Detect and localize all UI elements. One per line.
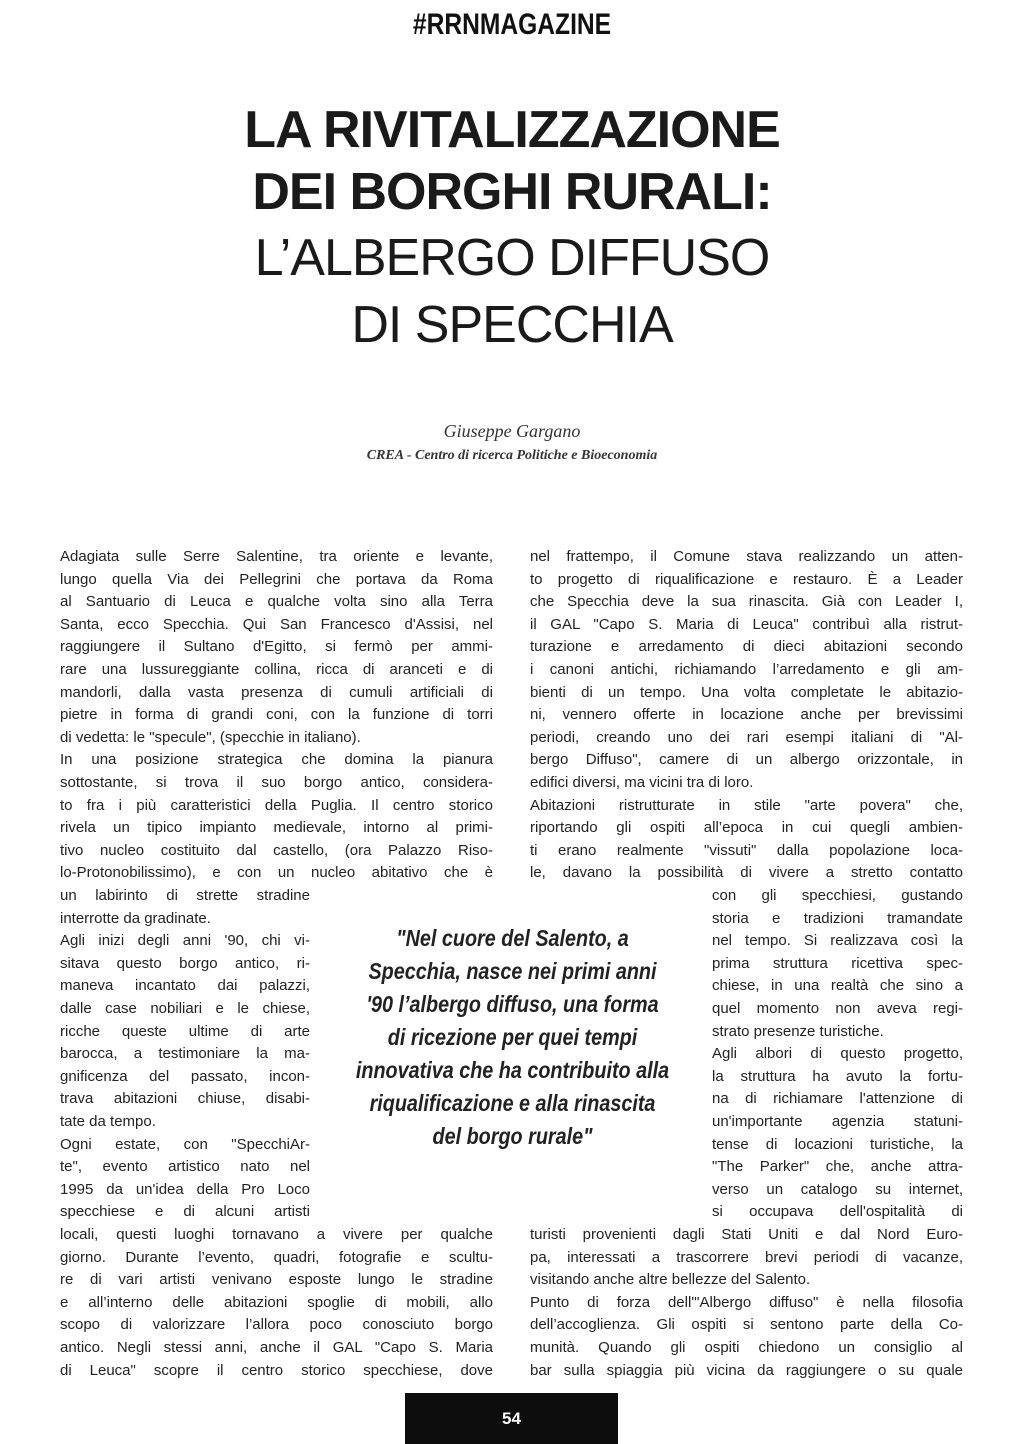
body-text-line: verso un catalogo su internet, (712, 1180, 963, 1198)
body-text-line: tivo nucleo costituito dal castello, (ora Palazzo Riso- (60, 841, 493, 859)
body-text-line: mandorli, dalla vasta presenza di cumuli artificiali di (60, 683, 493, 701)
body-text-line: al Santuario di Leuca e qualche volta sino alla Terra (60, 593, 493, 611)
body-text-line: visitando anche altre bellezze del Salento. (530, 1271, 811, 1289)
pull-quote-line: riqualificazione e alla rinascita (369, 1090, 656, 1116)
body-text-line: specchiese e di alcuni artisti (60, 1203, 310, 1221)
body-text-line: rivela un tipico impianto medievale, intorno al primi- (60, 819, 493, 837)
body-text-line: raggiungere il Sultano d'Egitto, si fermò per ammi- (60, 638, 493, 656)
body-text-line: nel tempo. Si realizzava così la (712, 932, 963, 950)
body-text-line: tate da tempo. (60, 1112, 156, 1130)
pull-quote-line: del borgo rurale" (432, 1123, 593, 1149)
body-text-line: chiese, in una realtà che sino a (712, 977, 963, 995)
right-column-top (530, 546, 963, 885)
body-text-line: "The Parker" che, anche attra- (712, 1158, 963, 1176)
body-text-line: Adagiata sulle Serre Salentine, tra oriente e levante, (60, 548, 493, 565)
body-text-line: sitava questo borgo antico, ri- (60, 954, 310, 972)
body-text-line: prima struttura ricettiva spec- (712, 954, 963, 972)
body-text-line: storia e tradizioni tramandate (712, 909, 963, 927)
body-text-line: di Leuca" scopre il centro storico specchiese, dove (60, 1361, 493, 1379)
pull-quote-line: di ricezione per quei tempi (387, 1024, 638, 1050)
body-text-line: na di richiamare l'attenzione di (712, 1090, 963, 1108)
body-text-line: edifici diversi, ma vicini tra di loro. (530, 773, 754, 791)
body-text-line: te", evento artistico nato nel (60, 1158, 310, 1176)
body-text-line: lungo quella Via dei Pellegrini che portava da Roma (60, 570, 493, 588)
body-text-line: Ogni estate, con "SpecchiAr- (60, 1135, 310, 1153)
body-text-line: interrotte da gradinate. (60, 909, 211, 927)
body-text-line: munità. Quando gli ospiti chiedono un consiglio al (530, 1338, 963, 1356)
body-text-line: Agli albori di questo progetto, (712, 1045, 963, 1063)
body-text-line: dalle case nobiliari e le chiese, (60, 999, 310, 1017)
body-text-line: dell’accoglienza. Gli ospiti si sentono parte della Co- (530, 1316, 963, 1334)
body-text-line: bergo Diffuso", camere di un albergo orizzontale, in (530, 751, 963, 769)
body-text-line: rare una lussureggiante collina, ricca di aranceti e di (60, 660, 493, 678)
body-text-line: trava abitazioni chiuse, disabi- (60, 1090, 310, 1108)
article-subtitle-line-2: DI SPECCHIA (351, 296, 673, 354)
body-text-line: bar sulla spiaggia più vicina da raggiungere o su quale (530, 1361, 963, 1379)
body-text-line: nel frattempo, il Comune stava realizzando un atten- (530, 548, 963, 565)
body-text-line: il GAL "Capo S. Maria di Leuca" contribuì alla ristrut- (530, 615, 963, 633)
body-text-line: giorno. Durante l’evento, quadri, fotografie e scultu- (60, 1248, 493, 1266)
left-column-top (60, 546, 493, 885)
body-text-line: bienti di un tempo. Una volta completate le abitazio- (530, 683, 963, 701)
author-affiliation: CREA - Centro di ricerca Politiche e Bioeconomia (366, 448, 658, 463)
body-text-line: che Specchia deve la sua rinascita. Già con Leader I, (530, 593, 963, 611)
body-text-line: re di vari artisti venivano esposte lungo le stradine (60, 1271, 493, 1289)
body-text-line: barocca, a testimoniare la ma- (60, 1045, 310, 1063)
body-text-line: periodi, creando uno dei rari esempi italiani di "Al- (530, 728, 963, 746)
pull-quote-line: Specchia, nasce nei primi anni (368, 958, 657, 984)
left-column-bottom (60, 1224, 493, 1382)
body-text-line: 1995 da un'idea della Pro Loco (60, 1180, 310, 1198)
body-text-line: Agli inizi degli anni '90, chi vi- (60, 932, 310, 950)
body-text-line: un labirinto di strette stradine (60, 887, 310, 904)
body-text-line: e all’interno delle abitazioni spoglie di mobili, allo (60, 1293, 493, 1311)
body-text-line: turisti provenienti dagli Stati Uniti e dal Nord Euro- (530, 1226, 963, 1243)
body-text-line: pietre in forma di grandi coni, con la funzione di torri (60, 706, 493, 724)
article-title-line-1: LA RIVITALIZZAZIONE (244, 101, 780, 159)
body-text-line: Abitazioni ristrutturate in stile "arte povera" che, (530, 796, 963, 814)
body-text-line: ni, vennero offerte in locazione anche per brevissimi (530, 706, 963, 724)
body-text-line: to progetto di riqualificazione e restauro. È a Leader (530, 570, 963, 588)
body-text-line: i canoni antichi, richiamando l’arredamento e gli am- (530, 660, 963, 678)
body-text-line: strato presenze turistiche. (712, 1022, 884, 1040)
body-text-line: Santa, ecco Specchia. Qui San Francesco d'Assisi, nel (60, 615, 493, 633)
magazine-header: #RRNMAGAZINE (412, 8, 612, 41)
body-text-line: In una posizione strategica che domina la pianura (60, 751, 493, 769)
body-text-line: ti erano realmente "vissuti" dalla popolazione loca- (530, 841, 963, 859)
body-text-line: gnificenza del passato, incon- (60, 1067, 310, 1085)
left-column-narrow (60, 885, 310, 1224)
pull-quote-line: "Nel cuore del Salento, a (396, 925, 629, 951)
right-column-narrow (712, 885, 963, 1224)
body-text-line: riportando gli ospiti all’epoca in cui quegli ambien- (530, 819, 963, 837)
body-text-line: locali, questi luoghi tornavano a vivere per qualche (60, 1226, 493, 1243)
pull-quote (330, 922, 695, 1153)
body-text-line: Punto di forza dell'"Albergo diffuso" è nella filosofia (530, 1293, 963, 1311)
body-text-line: un'importante agenzia statuni- (712, 1112, 963, 1130)
body-text-line: la struttura ha avuto la fortu- (712, 1067, 963, 1085)
body-text-line: to fra i più caratteristici della Puglia. Il centro storico (60, 796, 493, 814)
body-text-line: antico. Negli stessi anni, anche il GAL "Capo S. Maria (60, 1338, 493, 1356)
body-text-line: le, davano la possibilità di vivere a stretto contatto (530, 864, 963, 882)
article-title-line-2: DEI BORGHI RURALI: (252, 163, 772, 221)
body-text-line: ricche queste ultime di arte (60, 1022, 310, 1040)
body-text-line: lo-Protonobilissimo), e con un nucleo abitativo che è (60, 864, 493, 882)
body-text-line: turazione e arredamento di dieci abitazioni secondo (530, 638, 963, 656)
right-column-bottom (530, 1224, 963, 1382)
pull-quote-line: '90 l’albergo diffuso, una forma (366, 991, 659, 1017)
body-text-line: con gli specchiesi, gustando (712, 887, 963, 904)
article-subtitle-line-1: L’ALBERGO DIFFUSO (254, 229, 770, 287)
body-text-line: quel momento non aveva regi- (712, 999, 963, 1017)
body-text-line: scopo di valorizzare l’allora poco conosciuto borgo (60, 1316, 493, 1334)
body-text-line: sottostante, si trova il suo borgo antico, considera- (60, 773, 493, 791)
body-text-line: maneva incantato dai palazzi, (60, 977, 310, 995)
body-text-line: tense di locazioni turistiche, la (712, 1135, 963, 1153)
page-number: 54 (405, 1393, 618, 1444)
body-text-line: di vedetta: le "specule", (specchie in italiano). (60, 728, 361, 746)
pull-quote-line: innovativa che ha contribuito alla (355, 1057, 670, 1083)
body-text-line: si occupava dell'ospitalità di (712, 1203, 963, 1221)
author-name: Giuseppe Gargano (443, 421, 581, 441)
body-text-line: pa, interessati a trascorrere brevi periodi di vacanze, (530, 1248, 963, 1266)
